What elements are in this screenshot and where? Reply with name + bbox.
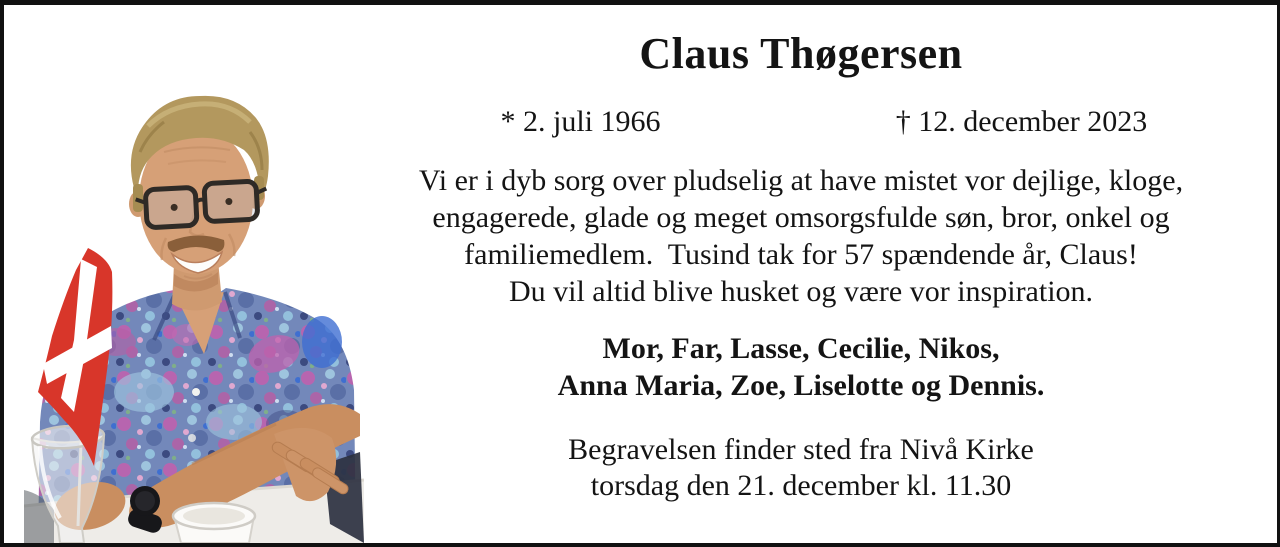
memorial-line: Vi er i dyb sorg over pludselig at have mistet vor dejlige, kloge,: [418, 164, 1184, 197]
memorial-line: engagerede, glade og meget omsorgsfulde søn, bror, onkel og: [432, 201, 1170, 234]
memorial-message: [360, 162, 1242, 310]
family-signature: [360, 330, 1242, 404]
obituary-text: [360, 0, 1242, 504]
shirt-button: [188, 434, 196, 442]
funeral-details: [360, 432, 1242, 504]
memorial-line: familiemedlem. Tusind tak for 57 spændende år, Claus!: [464, 238, 1138, 271]
funeral-line: torsdag den 21. december kl. 11.30: [590, 469, 1012, 502]
death-date: † 12. december 2023: [895, 105, 1148, 138]
coffee-cup: [173, 503, 255, 543]
deceased-name: Claus Thøgersen: [639, 29, 963, 78]
family-line: Mor, Far, Lasse, Cecilie, Nikos,: [602, 332, 1000, 365]
funeral-line: Begravelsen finder sted fra Nivå Kirke: [568, 433, 1034, 466]
life-dates: [360, 104, 1242, 140]
shirt-button: [192, 388, 200, 396]
memorial-line: Du vil altid blive husket og være vor inspiration.: [508, 275, 1094, 308]
portrait-illustration: [24, 92, 364, 543]
birth-date: * 2. juli 1966: [500, 105, 661, 138]
portrait-photo: [24, 92, 364, 543]
family-line: Anna Maria, Zoe, Liselotte og Dennis.: [557, 369, 1045, 402]
